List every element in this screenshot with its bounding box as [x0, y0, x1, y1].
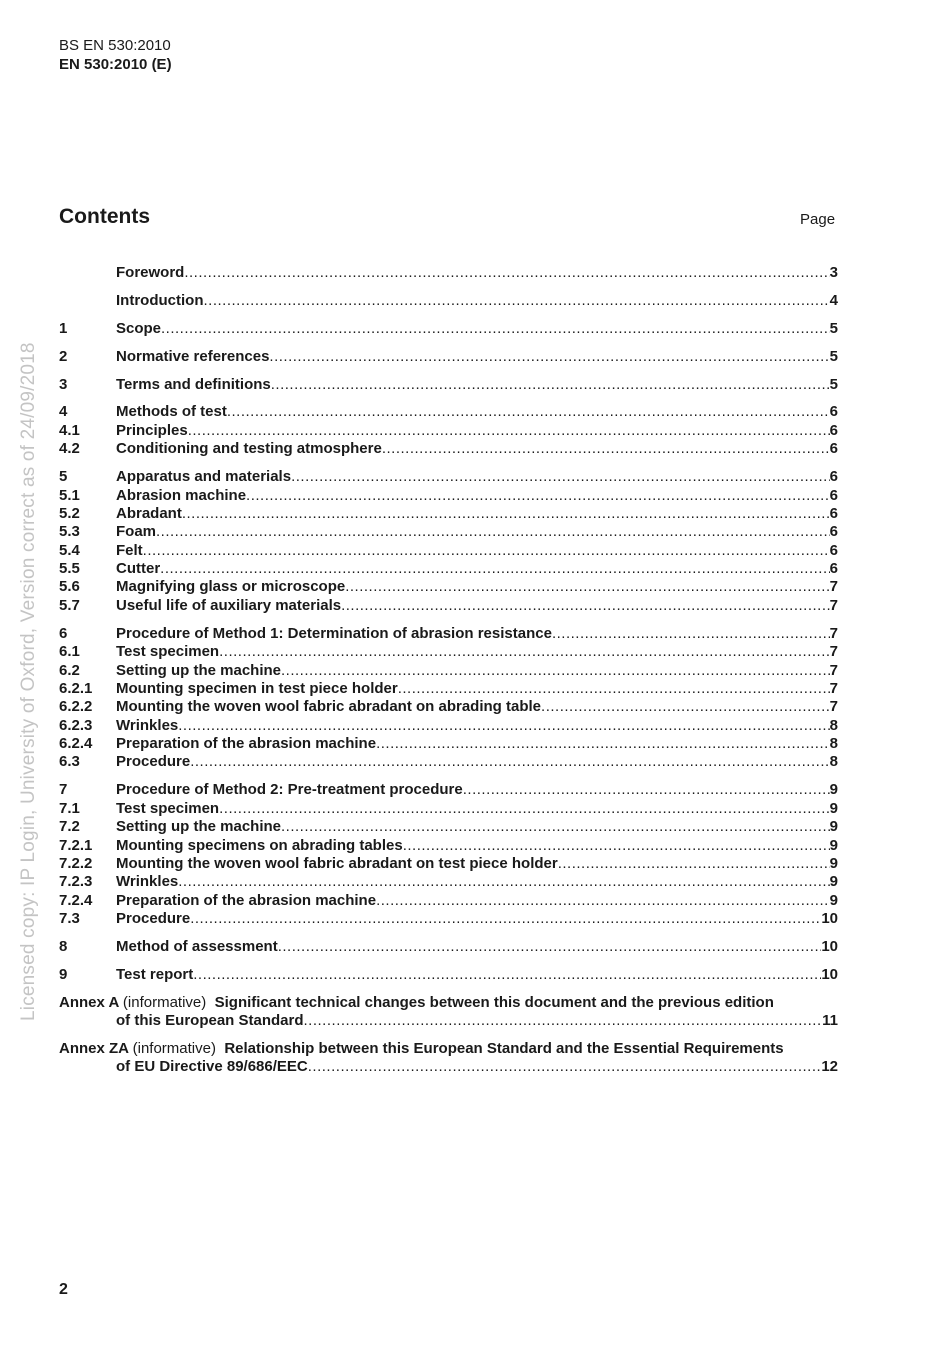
toc-entry[interactable] [59, 264, 838, 282]
toc-entry-page: 5 [829, 319, 838, 337]
toc-entry[interactable] [59, 818, 838, 836]
toc-leader-dots [403, 837, 830, 855]
toc-entry-page: 6 [829, 486, 838, 504]
toc-leader-dots [182, 505, 830, 523]
toc-entry-number: 2 [59, 347, 68, 365]
toc-entry-number: 6.2.2 [59, 698, 93, 716]
toc-leader-dots [219, 643, 830, 661]
toc-entry-number: 9 [59, 965, 68, 983]
toc-entry-title: Setting up the machine [116, 818, 282, 836]
toc-leader-dots [156, 523, 830, 541]
toc-entry[interactable] [59, 578, 838, 596]
toc-leader-dots [190, 753, 829, 771]
toc-entry[interactable] [59, 735, 838, 753]
toc-entry-page: 9 [829, 873, 838, 891]
toc-entry-title: Felt [116, 541, 143, 559]
toc-entry[interactable] [59, 440, 838, 458]
toc-leader-dots [184, 264, 829, 282]
toc-annex-entry[interactable] [59, 1040, 838, 1077]
toc-annex-entry[interactable] [59, 994, 838, 1031]
toc-entry-number: 6.2.3 [59, 716, 93, 734]
toc-entry-page: 9 [829, 799, 838, 817]
toc-entry-number: 6.1 [59, 643, 80, 661]
toc-entry-title: Procedure of Method 1: Determination of abrasion resistance [116, 624, 552, 642]
toc-entry-title: Foam [116, 523, 157, 541]
toc-entry-number: 7.1 [59, 799, 80, 817]
toc-entry[interactable] [59, 910, 838, 928]
annex-label: Annex ZA [59, 1040, 129, 1058]
toc-leader-dots [552, 625, 830, 643]
toc-entry-page: 7 [829, 698, 838, 716]
toc-entry-title: Procedure [116, 753, 191, 771]
toc-entry-number: 5.5 [59, 560, 80, 578]
toc-entry[interactable] [59, 320, 838, 338]
toc-entry-title: Terms and definitions [116, 375, 271, 393]
toc-entry[interactable] [59, 643, 838, 661]
toc-entry-page: 10 [821, 910, 838, 928]
toc-entry[interactable] [59, 781, 838, 799]
toc-entry[interactable] [59, 376, 838, 394]
toc-entry-title: Test specimen [116, 643, 220, 661]
toc-leader-dots [193, 966, 821, 984]
toc-entry-title: Useful life of auxiliary materials [116, 596, 342, 614]
toc-entry-page: 6 [829, 440, 838, 458]
toc-entry[interactable] [59, 837, 838, 855]
toc-leader-dots [558, 855, 830, 873]
toc-entry[interactable] [59, 938, 838, 956]
toc-entry-page: 6 [829, 421, 838, 439]
toc-entry-title: Scope [116, 319, 162, 337]
toc-entry-number: 4 [59, 403, 68, 421]
toc-entry-number: 7 [59, 781, 68, 799]
toc-leader-dots [178, 717, 829, 735]
page-title: Contents [59, 205, 150, 228]
toc-entry[interactable] [59, 717, 838, 735]
toc-entry-number: 6.3 [59, 753, 80, 771]
toc-leader-dots [178, 873, 829, 891]
toc-entry-number: 7.2.2 [59, 854, 93, 872]
toc-entry[interactable] [59, 422, 838, 440]
toc-leader-dots [278, 938, 822, 956]
annex-page: 11 [822, 1012, 838, 1030]
toc-entry-title: Preparation of the abrasion machine [116, 735, 377, 753]
toc-entry-number: 7.2.1 [59, 836, 93, 854]
toc-leader-dots [246, 487, 830, 505]
toc-entry-number: 6.2.4 [59, 735, 93, 753]
toc-entry-page: 6 [829, 541, 838, 559]
toc-entry-title: Mounting specimen in test piece holder [116, 679, 398, 697]
toc-entry[interactable] [59, 873, 838, 891]
toc-entry-page: 10 [821, 938, 838, 955]
page-column-label: Page [800, 211, 836, 228]
toc-leader-dots [304, 1012, 823, 1030]
toc-leader-dots [382, 440, 830, 458]
toc-entry-page: 6 [829, 523, 838, 541]
toc-entry-title: Introduction [116, 291, 204, 309]
toc-entry-title: Cutter [116, 560, 161, 578]
toc-entry-page: 9 [829, 854, 838, 872]
toc-entry-number: 7.2 [59, 818, 80, 836]
toc-leader-dots [190, 910, 821, 928]
toc-entry[interactable] [59, 348, 838, 366]
toc-entry-page: 6 [829, 403, 838, 421]
toc-entry-number: 7.2.3 [59, 873, 93, 891]
toc-entry-page: 3 [829, 264, 838, 281]
toc-entry[interactable] [59, 523, 838, 541]
toc-entry-page: 5 [829, 347, 838, 365]
toc-leader-dots [376, 892, 830, 910]
toc-leader-dots [345, 578, 829, 596]
annex-title-line2: of this European Standard [116, 1012, 304, 1030]
toc-leader-dots [160, 560, 829, 578]
standard-id: BS EN 530:2010 [59, 37, 171, 54]
toc-entry-page: 7 [829, 596, 838, 614]
toc-entry[interactable] [59, 560, 838, 578]
toc-entry-number: 4.2 [59, 440, 80, 458]
toc-entry-page: 7 [829, 661, 838, 679]
toc-leader-dots [227, 403, 830, 421]
annex-label: Annex A [59, 993, 119, 1011]
toc-leader-dots [203, 292, 829, 310]
toc-entry-number: 6.2 [59, 661, 80, 679]
toc-entry-title: Mounting the woven wool fabric abradant on test piece holder [116, 854, 558, 872]
toc-entry-page: 8 [829, 716, 838, 734]
toc-entry-number: 3 [59, 375, 68, 393]
toc-entry-title: Apparatus and materials [116, 468, 292, 486]
toc-entry-page: 6 [829, 468, 838, 486]
toc-entry-number: 1 [59, 319, 68, 337]
toc-entry-title: Mounting specimens on abrading tables [116, 836, 403, 854]
toc-entry[interactable] [59, 468, 838, 486]
toc-entry-number: 6.2.1 [59, 679, 93, 697]
toc-entry[interactable] [59, 597, 838, 615]
toc-entry-title: Procedure [116, 910, 191, 928]
toc-entry[interactable] [59, 292, 838, 310]
toc-entry-title: Foreword [116, 264, 185, 281]
toc-entry-title: Abradant [116, 504, 182, 522]
annex-type: (informative) [122, 993, 207, 1011]
toc-leader-dots [398, 680, 830, 698]
toc-leader-dots [291, 468, 830, 486]
toc-entry-page: 9 [829, 836, 838, 854]
toc-leader-dots [269, 348, 829, 366]
toc-entry-number: 6 [59, 624, 68, 642]
toc-leader-dots [161, 320, 830, 338]
toc-entry-page: 5 [829, 375, 838, 393]
toc-entry-page: 7 [829, 643, 838, 661]
toc-leader-dots [341, 597, 830, 615]
toc-entry-number: 7.2.4 [59, 891, 93, 909]
toc-entry-number: 5.3 [59, 523, 80, 541]
toc-entry-number: 5.1 [59, 486, 80, 504]
toc-leader-dots [143, 542, 830, 560]
toc-entry-page: 7 [829, 624, 838, 642]
toc-entry[interactable] [59, 625, 838, 643]
toc-entry-title: Test specimen [116, 799, 220, 817]
toc-entry-page: 7 [829, 679, 838, 697]
toc-entry[interactable] [59, 542, 838, 560]
toc-entry-title: Test report [116, 965, 194, 983]
toc-entry-title: Normative references [116, 347, 270, 365]
annex-page: 12 [821, 1058, 838, 1076]
toc-entry-page: 6 [829, 560, 838, 578]
toc-entry-title: Wrinkles [116, 873, 179, 891]
toc-leader-dots [376, 735, 830, 753]
toc-leader-dots [271, 376, 830, 394]
toc-entry-page: 7 [829, 578, 838, 596]
toc-entry[interactable] [59, 800, 838, 818]
toc-entry-number: 7.3 [59, 910, 80, 928]
toc-entry[interactable] [59, 855, 838, 873]
toc-entry-page: 9 [829, 891, 838, 909]
toc-entry-number: 8 [59, 938, 68, 955]
toc-entry[interactable] [59, 753, 838, 771]
table-of-contents [59, 264, 838, 1077]
toc-entry-title: Mounting the woven wool fabric abradant on abrading table [116, 698, 542, 716]
toc-entry-title: Abrasion machine [116, 486, 247, 504]
toc-entry[interactable] [59, 403, 838, 421]
toc-entry-page: 8 [829, 753, 838, 771]
annex-type: (informative) [132, 1040, 216, 1058]
toc-leader-dots [188, 422, 830, 440]
toc-entry-title: Preparation of the abrasion machine [116, 891, 377, 909]
toc-entry-number: 5.7 [59, 596, 80, 614]
toc-entry-page: 9 [829, 818, 838, 836]
toc-entry-number: 5 [59, 468, 68, 486]
annex-title-line2: of EU Directive 89/686/EEC [116, 1058, 308, 1076]
license-watermark: Licensed copy: IP Login, University of Oxford, Version correct as of 24/09/2018 [18, 342, 39, 1021]
toc-leader-dots [219, 800, 830, 818]
toc-leader-dots [281, 818, 830, 836]
toc-entry[interactable] [59, 698, 838, 716]
toc-entry-number: 5.2 [59, 504, 80, 522]
annex-title-line1: Relationship between this European Standard and the Essential Requirements [224, 1040, 784, 1058]
toc-entry-title: Wrinkles [116, 716, 179, 734]
annex-title-line1: Significant technical changes between this document and the previous edition [214, 993, 774, 1011]
toc-entry[interactable] [59, 680, 838, 698]
toc-entry-page: 4 [829, 291, 838, 309]
toc-entry[interactable] [59, 662, 838, 680]
toc-entry-number: 5.4 [59, 541, 80, 559]
toc-entry-title: Magnifying glass or microscope [116, 578, 346, 596]
toc-entry[interactable] [59, 966, 838, 984]
toc-entry[interactable] [59, 505, 838, 523]
toc-entry-number: 5.6 [59, 578, 80, 596]
toc-entry-title: Procedure of Method 2: Pre-treatment procedure [116, 781, 463, 799]
toc-entry-title: Conditioning and testing atmosphere [116, 440, 382, 458]
toc-entry-title: Setting up the machine [116, 661, 282, 679]
toc-entry[interactable] [59, 487, 838, 505]
toc-entry-page: 8 [829, 735, 838, 753]
toc-entry-title: Principles [116, 421, 188, 439]
standard-id-bold: EN 530:2010 (E) [59, 56, 172, 73]
document-header [59, 36, 172, 74]
toc-entry-title: Method of assessment [116, 938, 278, 955]
toc-entry[interactable] [59, 892, 838, 910]
toc-leader-dots [308, 1058, 822, 1076]
toc-entry-number: 4.1 [59, 421, 80, 439]
toc-leader-dots [541, 698, 830, 716]
page-number: 2 [59, 1281, 68, 1298]
toc-entry-page: 6 [829, 504, 838, 522]
toc-entry-title: Methods of test [116, 403, 227, 421]
toc-entry-page: 10 [821, 965, 838, 983]
toc-leader-dots [281, 662, 830, 680]
toc-entry-page: 9 [829, 781, 838, 799]
toc-leader-dots [463, 781, 830, 799]
